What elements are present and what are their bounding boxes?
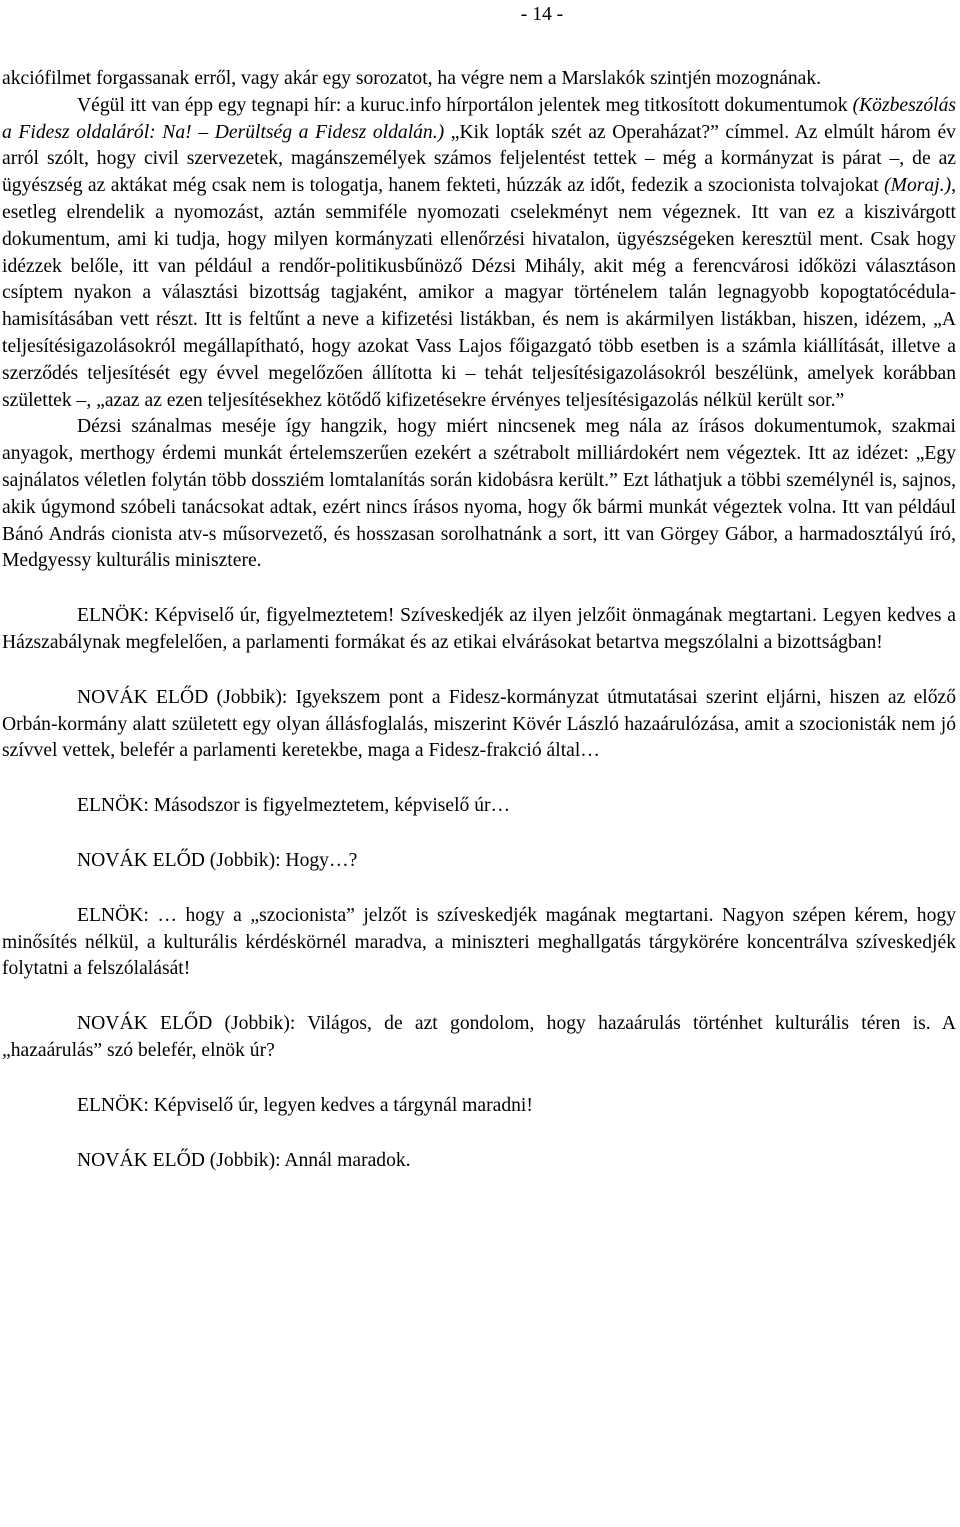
text-run: NOVÁK ELŐD (Jobbik): Annál maradok.	[77, 1149, 411, 1171]
paragraph-novak-final	[2, 1148, 956, 1175]
italic-remark: (Közbeszólás a Fidesz oldaláról: Na! – Derültség a Fidesz oldalán.)	[2, 94, 956, 143]
paragraph-dezsi-story	[2, 414, 956, 575]
text-run: akciófilmet forgassanak erről, vagy akár egy sorozatot, ha végre nem a Marslakók szintjén mozognának.	[2, 68, 822, 89]
text-run: ELNÖK: … hogy a „szocionista” jelzőt is szíveskedjék magának megtartani. Nagyon szépen kérem, hogy minősítés nélkül, a kulturális kérdéskörnél maradva, a miniszteri meghallgatás tárgykörére koncentrálva szíveskedjék folytatni a felszólalását!	[2, 904, 956, 980]
document-body	[2, 66, 956, 1174]
paragraph-chair-request	[2, 903, 956, 983]
text-run: Végül itt van épp egy tegnapi hír: a kuruc.info hírportálon jelentek meg titkosított dokumentumok	[77, 94, 853, 116]
text-run: , esetleg elrendelik a nyomozást, aztán semmiféle nyomozati cselekményt nem végeznek. Itt van ez a kiszivárgott dokumentum, ami ki tudja, hogy milyen kormányzati ellenőrzési hivatalon, ügyészségeken keresztül ment. Csak hogy idézzek belőle, itt van például a rendőr-politikusbűnöző Dézsi Mihály, akit még a ferencvárosi időközi választáson csíptem nyakon a választási bizottság tagjaként, amikor a magyar történelem talán legnagyobb kopogtatócédula-hamisításában vett részt. Itt is feltűnt a neve a kifizetési listákban, és nem is akármilyen listákban, hiszen, idézem, „A teljesítésigazolásokról megállapítható, hogy azokat Vass Lajos főigazgató több esetben is a számla kiállítását, illetve a szerződés teljesítését egy évvel megelőzően állította ki – tehát teljesítésigazolásokról beszélünk, amelyek korábban születtek –, „azaz az ezen teljesítésekhez kötődő kifizetésekre érvényes teljesítésigazolás nélkül került sor.”	[2, 175, 956, 411]
page-number: - 14 -	[520, 4, 564, 25]
paragraph-kurucinfo-documents	[2, 93, 956, 415]
paragraph-chair-stay-on-topic	[2, 1093, 956, 1120]
paragraph-novak-treason	[2, 1011, 956, 1065]
paragraph-chair-second-warning	[2, 793, 956, 820]
text-run: ELNÖK: Képviselő úr, figyelmeztetem! Szíveskedjék az ilyen jelzőit önmagának megtartani. Legyen kedves a Házszabálynak megfelelően, a parlamenti formákat és az etikai elvárásokat betartva megszólalni a bizottságban!	[2, 605, 956, 653]
text-run: NOVÁK ELŐD (Jobbik): Hogy…?	[77, 849, 358, 871]
paragraph-novak-response	[2, 685, 956, 765]
text-run: „Kik lopták szét az Operaházat?” címmel. Az elmúlt három év arról szólt, hogy civil szervezetek, magánszemélyek számos feljelentést tettek – még a kormányzat is párat –, de az ügyészség az aktákat még csak nem is tologatja, hanem fekteti, húzzák az időt, fedezik a szocionista tolvajokat	[2, 121, 956, 197]
text-run: NOVÁK ELŐD (Jobbik): Igyekszem pont a Fidesz-kormányzat útmutatásai szerint eljárni, hiszen az előző Orbán-kormány alatt született egy olyan állásfoglalás, miszerint Kövér László hazaárulózása, amit a szocionisták nem jó szívvel vettek, belefér a parlamenti keretekbe, maga a Fidesz-frakció által…	[2, 686, 956, 762]
italic-remark: (Moraj.)	[884, 175, 952, 197]
text-run: ELNÖK: Képviselő úr, legyen kedves a tárgynál maradni!	[77, 1094, 533, 1116]
paragraph-chair-warning	[2, 603, 956, 657]
text-run: NOVÁK ELŐD (Jobbik): Világos, de azt gondolom, hogy hazaárulás történhet kulturális téren is. A „hazaárulás” szó belefér, elnök úr?	[2, 1013, 956, 1061]
text-run: ELNÖK: Másodszor is figyelmeztetem, képviselő úr…	[77, 795, 511, 817]
paragraph-continuation	[2, 66, 956, 93]
text-run: Dézsi szánalmas meséje így hangzik, hogy miért nincsenek meg nála az írásos dokumentumok, szakmai anyagok, merthogy érdemi munkát értelemszerűen ezekért a szétrabolt milliárdokért nem végeztek. Itt az idézet: „Egy sajnálatos véletlen folytán több dossziém lomtalanítás során kidobásra került.” Ezt láthatjuk a többi személynél is, sajnos, akik úgymond szóbeli tanácsokat adtak, ezért nincs írásos nyoma, hogy ők bármi munkát végeztek volna. Itt van például Bánó András cionista atv-s műsorvezető, és hosszasan sorolhatnánk a sort, itt van Görgey Gábor, a harmadosztályú író, Medgyessy kulturális minisztere.	[2, 416, 956, 572]
paragraph-novak-question	[2, 848, 956, 875]
